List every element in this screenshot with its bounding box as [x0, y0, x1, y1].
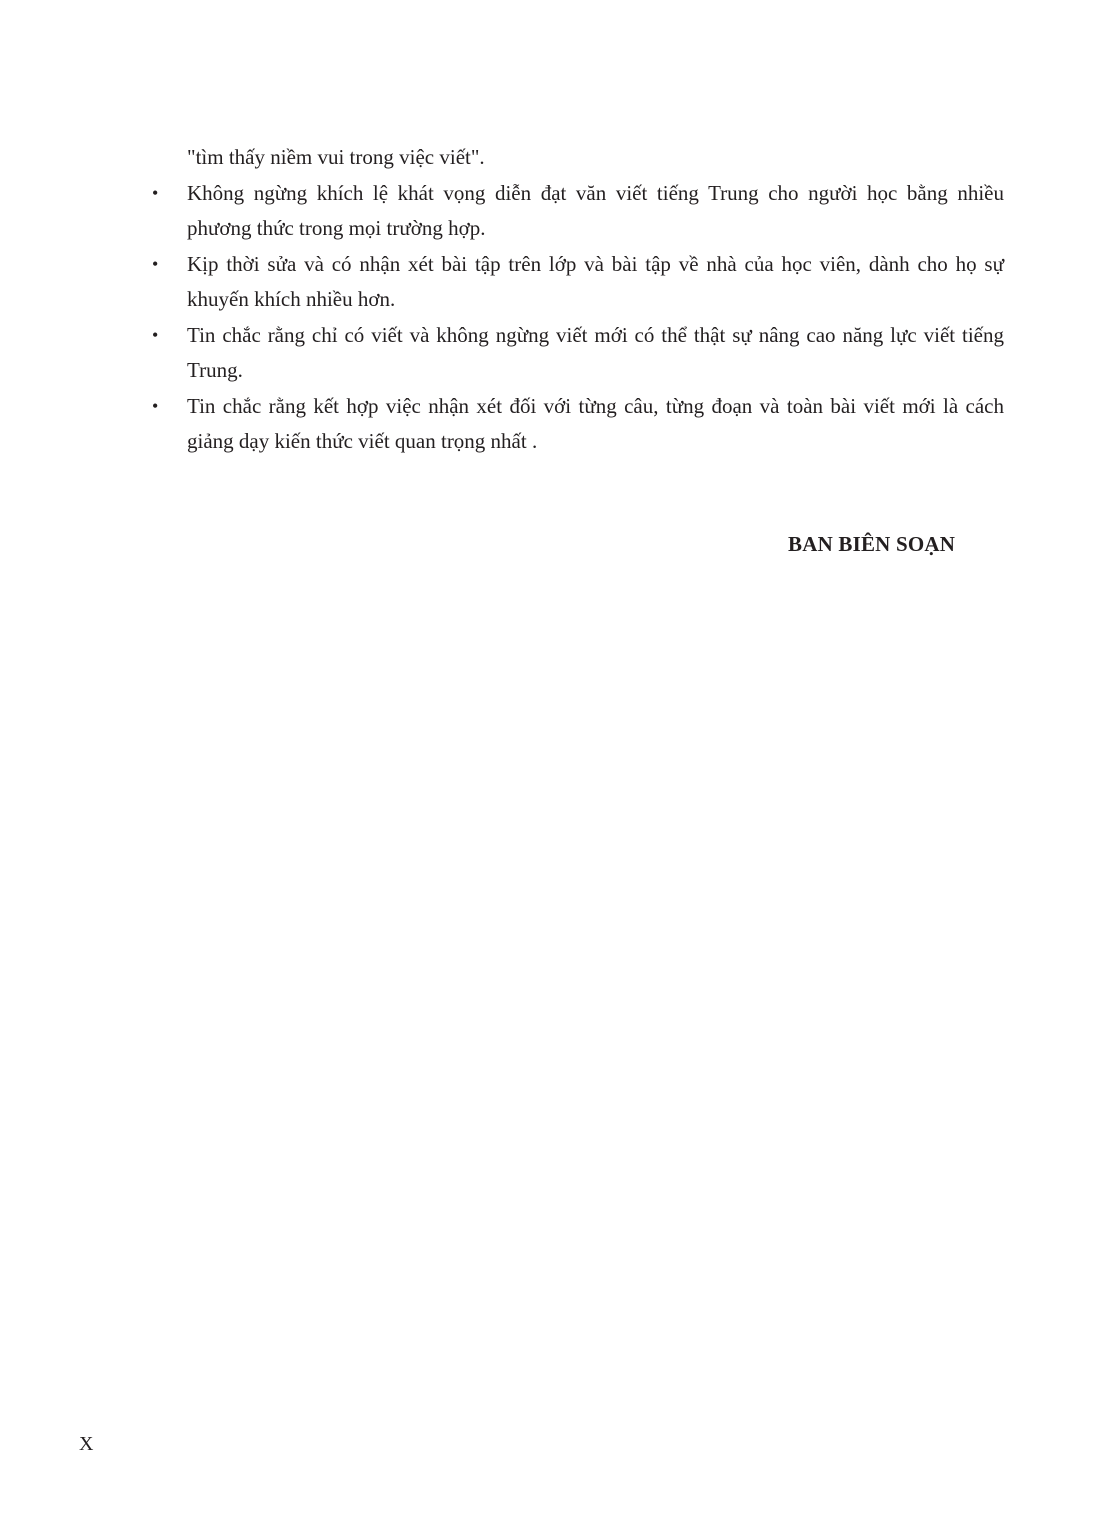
bullet-icon: • [152, 253, 159, 274]
list-item-text: Tin chắc rằng kết hợp việc nhận xét đối với từng câu, từng đoạn và toàn bài viết mới là cách giảng dạy kiến thức viết quan trọng nhất . [187, 393, 1004, 453]
page-number: X [79, 1433, 94, 1455]
signature: BAN BIÊN SOẠN [788, 532, 956, 556]
list-item-text: Tin chắc rằng chỉ có viết và không ngừng viết mới có thể thật sự nâng cao năng lực viết tiếng Trung. [187, 322, 1004, 382]
list-item [150, 176, 1004, 247]
bullet-icon: • [152, 182, 159, 203]
list-item [150, 318, 1004, 389]
list-item [150, 389, 1004, 460]
list-item-text: Không ngừng khích lệ khát vọng diễn đạt văn viết tiếng Trung cho người học bằng nhiều phương thức trong mọi trường hợp. [187, 180, 1004, 240]
continuation-line: "tìm thấy niềm vui trong việc viết". [187, 145, 485, 169]
list-item-text: Kịp thời sửa và có nhận xét bài tập trên lớp và bài tập về nhà của học viên, dành cho họ sự khuyến khích nhiều hơn. [187, 251, 1004, 311]
bullet-icon: • [152, 395, 159, 416]
body-text [150, 140, 1004, 460]
bullet-icon: • [152, 324, 159, 345]
bullet-list [150, 176, 1004, 460]
list-item [150, 247, 1004, 318]
